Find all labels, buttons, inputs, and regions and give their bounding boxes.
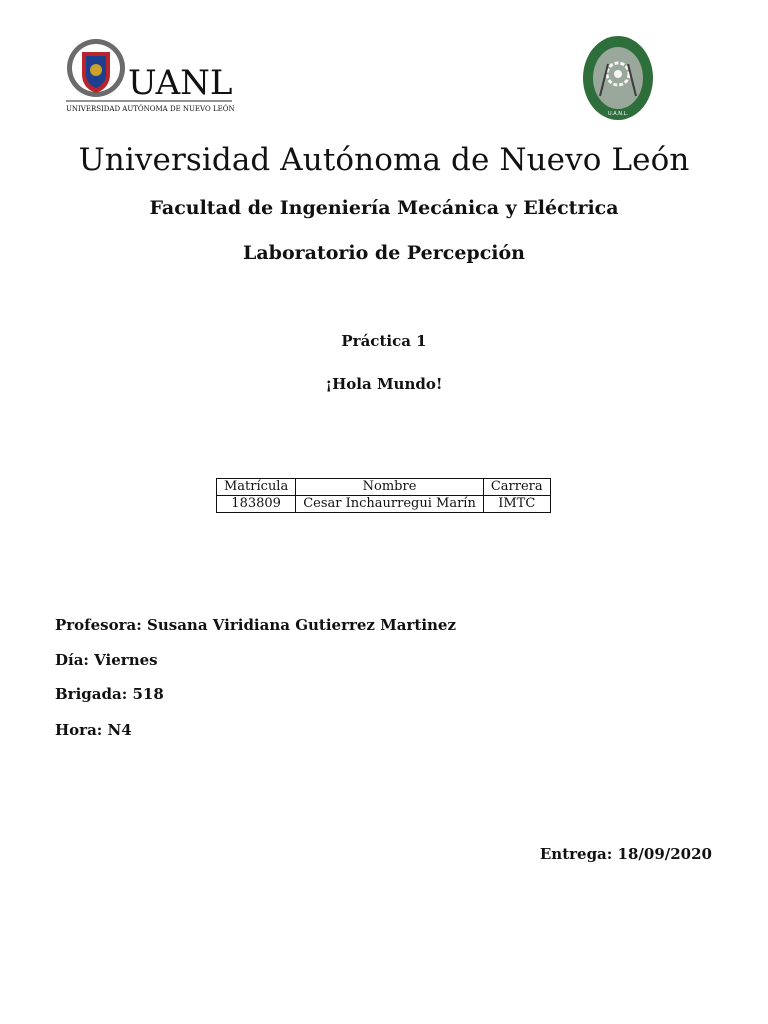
table-header-row: [217, 479, 551, 496]
delivery-date: Entrega: 18/09/2020: [539, 845, 712, 863]
faculty-title: Facultad de Ingeniería Mecánica y Eléctrica: [149, 197, 619, 219]
student-table: [216, 478, 551, 513]
lab-title: Laboratorio de Percepción: [243, 242, 525, 264]
practice-name: ¡Hola Mundo!: [325, 375, 443, 393]
uanl-logo: [64, 38, 244, 120]
cell-carrera: IMTC: [483, 496, 550, 513]
header-nombre: Nombre: [296, 479, 484, 496]
practice-number: Práctica 1: [341, 332, 427, 350]
professor-line: Profesora: Susana Viridiana Gutierrez Martinez: [55, 616, 456, 634]
fime-bottom-text: U.A.N.L.: [608, 111, 628, 117]
header-carrera: Carrera: [483, 479, 550, 496]
uanl-subtitle: UNIVERSIDAD AUTÓNOMA DE NUEVO LEÓN: [66, 105, 235, 113]
table-row: [217, 496, 551, 513]
university-title: Universidad Autónoma de Nuevo León: [78, 142, 690, 178]
cell-nombre: Cesar Inchaurregui Marín: [296, 496, 484, 513]
day-line: Día: Viernes: [55, 651, 158, 669]
fime-gear-hub: [614, 70, 622, 78]
cell-matricula: 183809: [217, 496, 296, 513]
uanl-shield-emblem: [90, 64, 102, 76]
brigade-line: Brigada: 518: [55, 685, 164, 703]
uanl-wordmark: UANL: [128, 63, 233, 103]
hour-line: Hora: N4: [55, 721, 132, 739]
header-matricula: Matrícula: [217, 479, 296, 496]
fime-logo: [580, 34, 656, 122]
